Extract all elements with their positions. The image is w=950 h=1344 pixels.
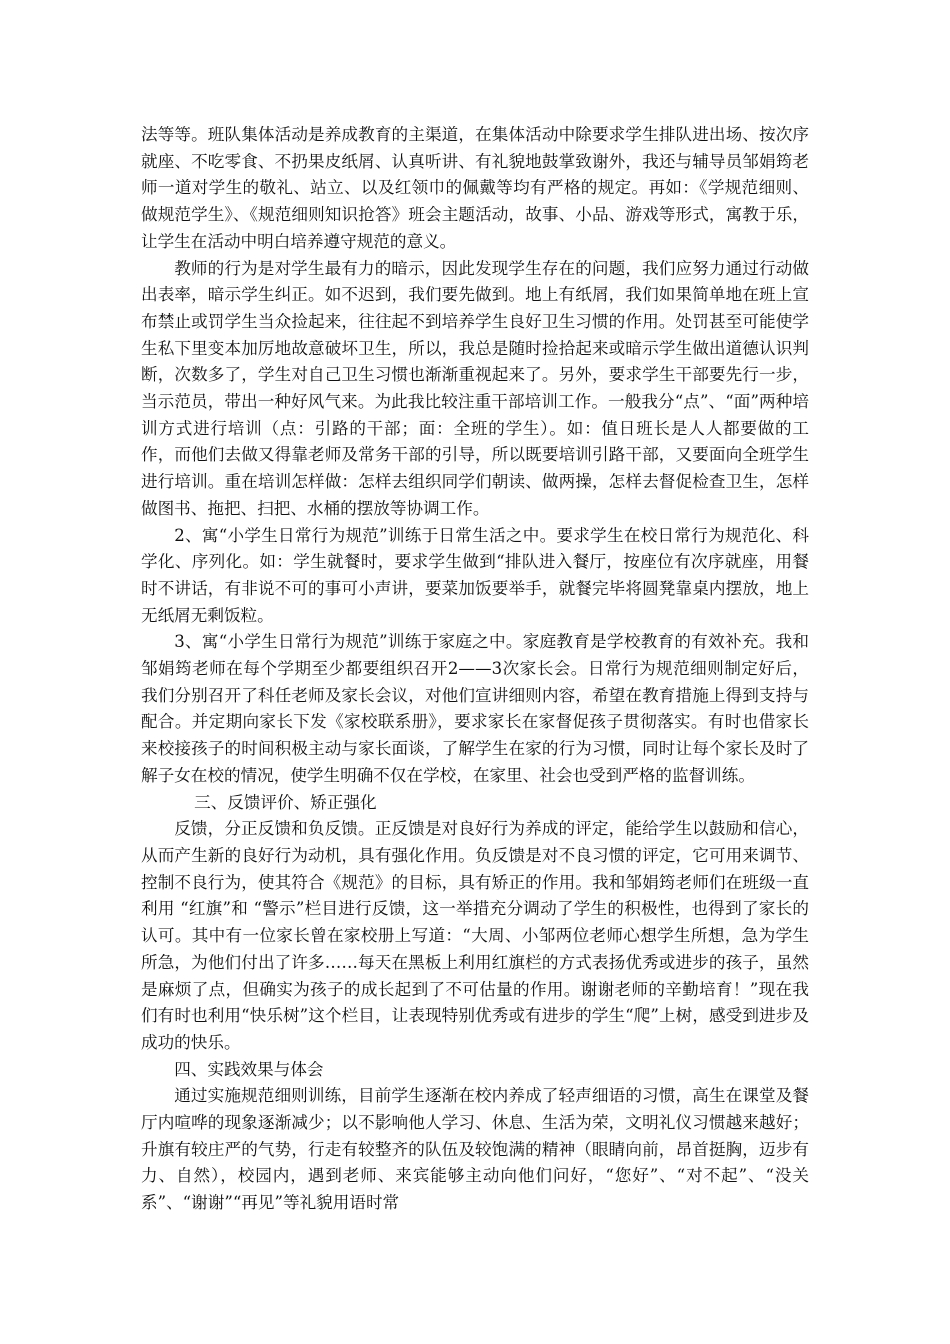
section-heading-results: 四、实践效果与体会: [174, 1059, 324, 1079]
paragraph-feedback: 反馈，分正反馈和负反馈。正反馈是对良好行为养成的评定，能给学生以鼓励和信心，从而产生新的良好行为动机，具有强化作用。负反馈是对不良习惯的评定，它可用来调节、控制不良行为，使其符合《规范》的目标，具有矫正的作用。我和邹娟筠老师们在班级一直利用 “红旗”和 “警示”栏目进行反馈，这一举措充分调动了学生的积极性，也得到了家长的认可。其中有一位家长曾在家校册上写道：“大周、小邹两位老师心想学生所想，急为学生所急，为他们付出了许多……每天在黑板上利用红旗栏的方式表扬优秀或进步的孩子，虽然是麻烦了点，但确实为孩子的成长起到了不可估量的作用。谢谢老师的辛勤培育！”现在我们有时也利用“快乐树”这个栏目，让表现特别优秀或有进步的学生“爬”上树，感受到进步及成功的快乐。: [141, 819, 809, 1052]
document-page: [141, 122, 809, 1217]
section-heading-feedback: 三、反馈评价、矫正强化: [194, 792, 377, 812]
paragraph-class-activities: 法等等。班队集体活动是养成教育的主渠道，在集体活动中除要求学生排队进出场、按次序就座、不吃零食、不扔果皮纸屑、认真听讲、有礼貌地鼓掌致谢外，我还与辅导员邹娟筠老师一道对学生的敬礼、站立、以及红领巾的佩戴等均有严格的规定。再如：《学规范细则、做规范学生》、《规范细则知识抢答》班会主题活动，故事、小品、游戏等形式，寓教于乐，让学生在活动中明白培养遵守规范的意义。: [141, 125, 809, 251]
paragraph-family: 3、寓“小学生日常行为规范”训练于家庭之中。家庭教育是学校教育的有效补充。我和邹娟筠老师在每个学期至少都要组织召开2——3次家长会。日常行为规范细则制定好后，我们分别召开了科任老师及家长会议，对他们宣讲细则内容，希望在教育措施上得到支持与配合。并定期向家长下发《家校联系册》，要求家长在家督促孩子贯彻落实。有时也借家长来校接孩子的时间积极主动与家长面谈，了解学生在家的行为习惯，同时让每个家长及时了解子女在校的情况，使学生明确不仅在学校，在家里、社会也受到严格的监督训练。: [141, 632, 809, 785]
paragraph-teacher-example: 教师的行为是对学生最有力的暗示，因此发现学生存在的问题，我们应努力通过行动做出表率，暗示学生纠正。如不迟到，我们要先做到。地上有纸屑，我们如果简单地在班上宣布禁止或罚学生当众捡起来，往往起不到培养学生良好卫生习惯的作用。处罚甚至可能使学生私下里变本加厉地故意破坏卫生，所以，我总是随时捡拾起来或暗示学生做出道德认识判断，次数多了，学生对自己卫生习惯也渐渐重视起来了。另外，要求学生干部要先行一步，当示范员，带出一种好风气来。为此我比较注重干部培训工作。一般我分“点”、“面”两种培训方式进行培训（点：引路的干部；面：全班的学生）。如：值日班长是人人都要做的工作，而他们去做又得靠老师及常务干部的引导，所以既要培训引路干部，又要面向全班学生进行培训。重在培训怎样做：怎样去组织同学们朝读、做两操，怎样去督促检查卫生，怎样做图书、拖把、扫把、水桶的摆放等协调工作。: [141, 258, 809, 518]
paragraph-daily-life: 2、寓“小学生日常行为规范”训练于日常生活之中。要求学生在校日常行为规范化、科学化、序列化。如：学生就餐时，要求学生做到“排队进入餐厅，按座位有次序就座，用餐时不讲话，有非说不可的事可小声讲，要菜加饭要举手，就餐完毕将圆凳靠桌内摆放，地上无纸屑无剩饭粒。: [141, 525, 809, 625]
paragraph-results: 通过实施规范细则训练，目前学生逐渐在校内养成了轻声细语的习惯，高生在课堂及餐厅内喧哗的现象逐渐减少；以不影响他人学习、休息、生活为荣，文明礼仪习惯越来越好；升旗有较庄严的气势，行走有较整齐的队伍及较饱满的精神（眼睛向前，昂首挺胸，迈步有力、自然），校园内，遇到老师、来宾能够主动向他们问好，“您好”、“对不起”、“没关系”、“谢谢”“再见”等礼貌用语时常: [141, 1086, 809, 1213]
